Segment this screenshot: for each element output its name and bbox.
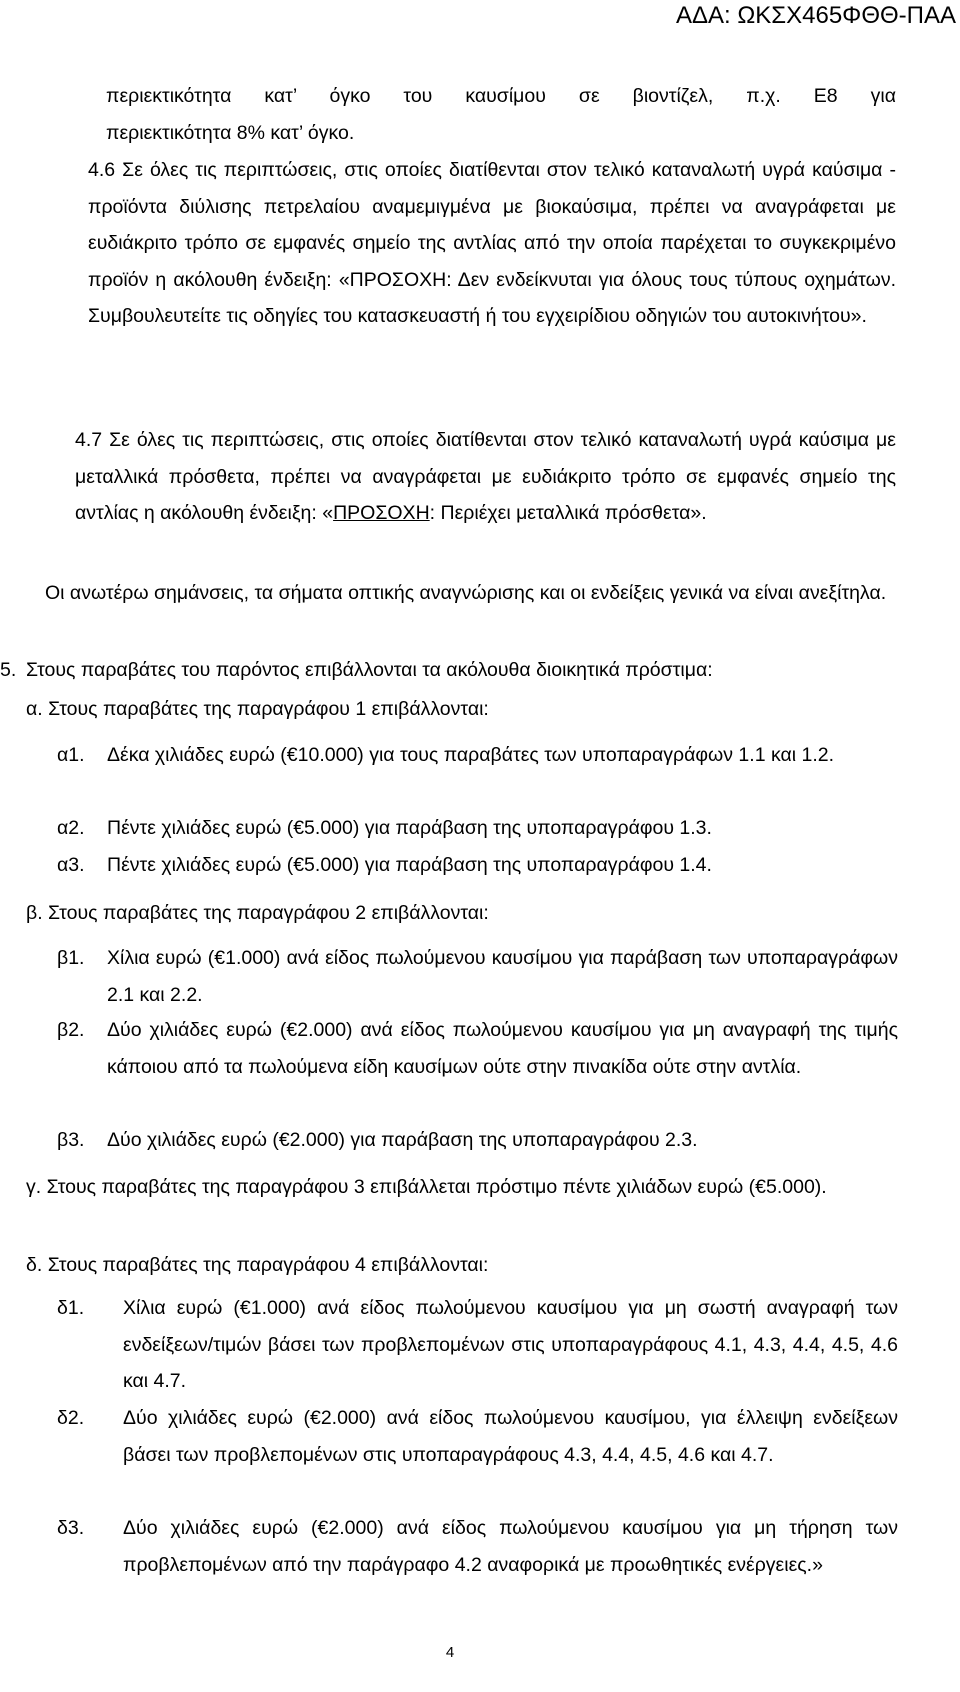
item-text: Δύο χιλιάδες ευρώ (€2.000) ανά είδος πωλούμενου καυσίμου για μη αναγραφή της τιμής κάποιου από τα πωλούμενα είδη καυσίμων ούτε στην πινακίδα ούτε στην αντλία. (107, 1019, 898, 1078)
paragraph-4-6: 4.6 Σε όλες τις περιπτώσεις, στις οποίες διατίθενται στον τελικό καταναλωτή υγρά καύσιμα - προϊόντα διύλισης πετρελαίου αναμεμιγμένα με βιοκαύσιμα, πρέπει να αναγράφεται με ευδιάκριτο τρόπο σε εμφανές σημείο της αντλίας από την οποία παρέχεται το συγκεκριμένο προϊόν η ακόλουθη ένδειξη: «ΠΡΟΣΟΧΗ: Δεν ενδείκνυται για όλους τους τύπους οχημάτων. Συμβουλευτείτε τις οδηγίες του κατασκευαστή ή του εγχειρίδιου οδηγιών του αυτοκινήτου». (88, 159, 896, 327)
item-text: Χίλια ευρώ (€1.000) ανά είδος πωλούμενου καυσίμου για μη σωστή αναγραφή των ενδείξεων/τιμών βάσει των προβλεπομένων στις υποπαραγράφους 4.1, 4.3, 4.4, 4.5, 4.6 και 4.7. (123, 1297, 898, 1392)
paragraph-5-text: Στους παραβάτες του παρόντος επιβάλλονται τα ακόλουθα διοικητικά πρόστιμα: (26, 659, 713, 681)
item-label: δ1. (57, 1297, 85, 1319)
item-text: Δύο χιλιάδες ευρώ (€2.000) ανά είδος πωλούμενου καυσίμου, για έλλειψη ενδείξεων βάσει των προβλεπομένων στις υποπαραγράφους 4.3, 4.4, 4.5, 4.6 και 4.7. (123, 1407, 898, 1466)
page-number: 4 (445, 1644, 455, 1661)
continued-text-line-2: περιεκτικότητα 8% κατ’ όγκο. (106, 122, 355, 144)
section-c: γ. Στους παραβάτες της παραγράφου 3 επιβάλλεται πρόστιμο πέντε χιλιάδων ευρώ (€5.000). (26, 1176, 827, 1198)
ada-identifier: ΑΔΑ: ΩΚΣΧ465ΦΘΘ-ΠΑΑ (675, 2, 956, 29)
section-d-heading: δ. Στους παραβάτες της παραγράφου 4 επιβάλλονται: (26, 1254, 489, 1276)
item-label: δ2. (57, 1407, 85, 1429)
paragraph-5-number: 5. (0, 659, 17, 681)
item-text: Πέντε χιλιάδες ευρώ (€5.000) για παράβαση της υποπαραγράφου 1.3. (107, 817, 712, 839)
item-text: Χίλια ευρώ (€1.000) ανά είδος πωλούμενου καυσίμου για παράβαση των υποπαραγράφων 2.1 και 2.2. (107, 947, 898, 1006)
item-label: α3. (57, 854, 85, 876)
paragraph-4-7: 4.7 Σε όλες τις περιπτώσεις, στις οποίες διατίθενται στον τελικό καταναλωτή υγρά καύσιμα με μεταλλικά πρόσθετα, πρέπει να αναγράφεται με ευδιάκριτο τρόπο σε εμφανές σημείο της αντλίας η ακόλουθη ένδειξη: «ΠΡΟΣΟΧΗ: Περιέχει μεταλλικά πρόσθετα». (75, 429, 896, 524)
section-b-heading: β. Στους παραβάτες της παραγράφου 2 επιβάλλονται: (26, 902, 489, 924)
item-label: α1. (57, 744, 85, 766)
section-a-heading: α. Στους παραβάτες της παραγράφου 1 επιβάλλονται: (26, 698, 489, 720)
paragraph-markings: Οι ανωτέρω σημάνσεις, τα σήματα οπτικής αναγνώρισης και οι ενδείξεις γενικά να είναι ανεξίτηλα. (45, 582, 887, 604)
item-text: Πέντε χιλιάδες ευρώ (€5.000) για παράβαση της υποπαραγράφου 1.4. (107, 854, 712, 876)
warning-label: ΠΡΟΣΟΧΗ (333, 502, 430, 524)
item-text: Δέκα χιλιάδες ευρώ (€10.000) για τους παραβάτες των υποπαραγράφων 1.1 και 1.2. (107, 744, 835, 766)
item-label: β1. (57, 947, 85, 969)
continued-text-line-1: περιεκτικότητα κατ’ όγκο του καυσίμου σε βιοντίζελ, π.χ. Ε8 για (106, 85, 896, 107)
item-label: β2. (57, 1019, 85, 1041)
item-text: Δύο χιλιάδες ευρώ (€2.000) για παράβαση της υποπαραγράφου 2.3. (107, 1129, 698, 1151)
item-text: Δύο χιλιάδες ευρώ (€2.000) ανά είδος πωλούμενου καυσίμου για μη τήρηση των προβλεπομένων από την παράγραφο 4.2 αναφορικά με προωθητικές ενέργειες.» (123, 1517, 898, 1576)
item-label: β3. (57, 1129, 85, 1151)
item-label: α2. (57, 817, 85, 839)
item-label: δ3. (57, 1517, 85, 1539)
